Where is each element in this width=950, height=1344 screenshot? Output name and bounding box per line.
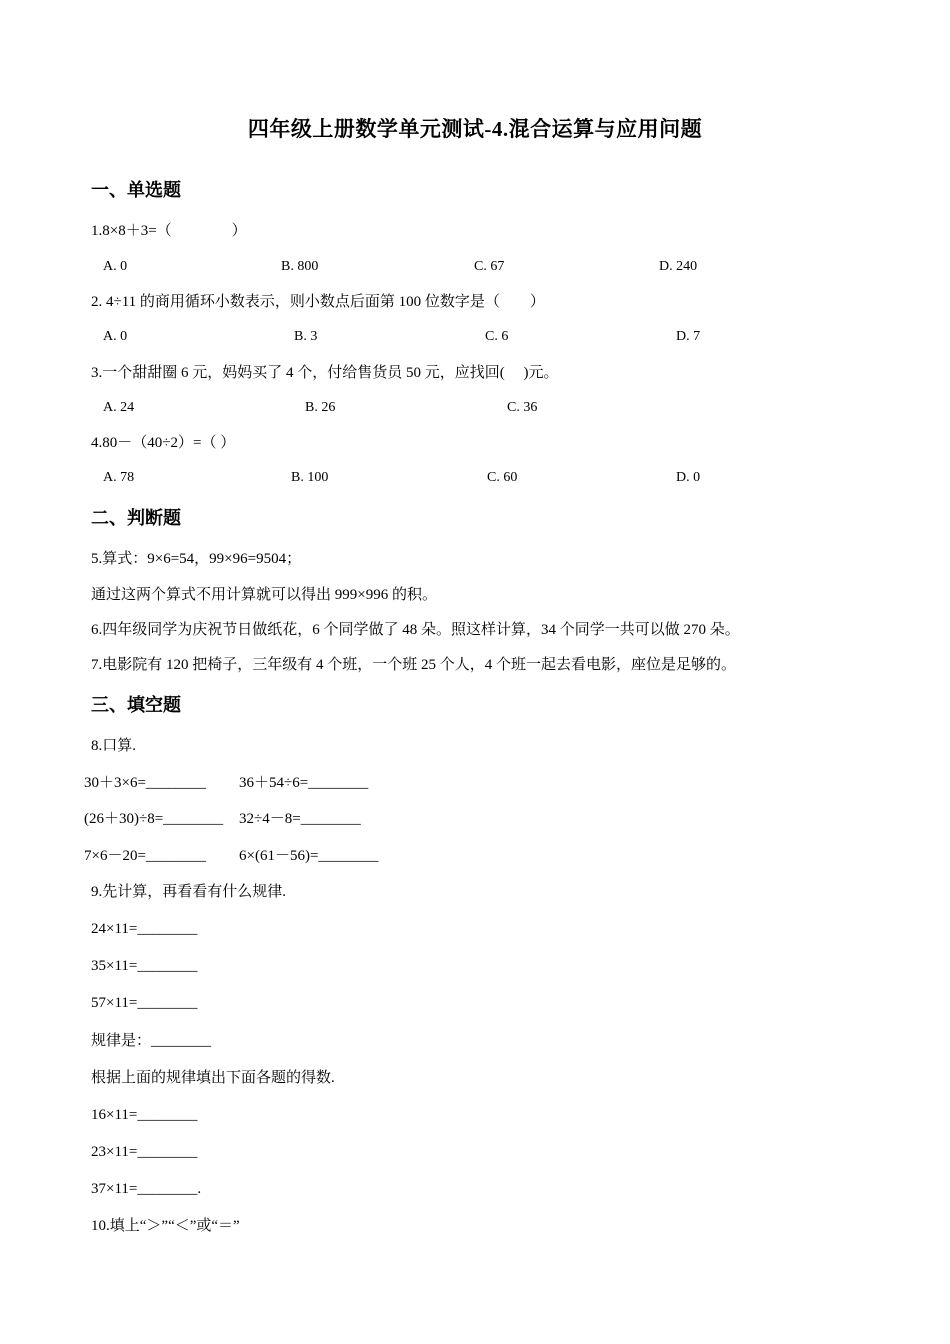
question-3: 3.一个甜甜圈 6 元，妈妈买了 4 个，付给售货员 50 元，应找回( )元。 bbox=[91, 365, 559, 381]
q4-option-b: B. 100 bbox=[291, 470, 329, 485]
question-5-line-2: 通过这两个算式不用计算就可以得出 999×996 的积。 bbox=[91, 587, 437, 603]
q9-line: 35×11=________ bbox=[91, 958, 198, 974]
q9-pattern-line: 规律是：________ bbox=[91, 1033, 212, 1049]
section-heading-true-false: 二、判断题 bbox=[91, 508, 181, 528]
q2-option-d: D. 7 bbox=[676, 329, 701, 344]
q2-option-c: C. 6 bbox=[485, 329, 509, 344]
page-title: 四年级上册数学单元测试-4.混合运算与应用问题 bbox=[247, 117, 703, 141]
q4-option-d: D. 0 bbox=[676, 470, 701, 485]
q3-option-a: A. 24 bbox=[103, 400, 135, 415]
q9-line: 37×11=________. bbox=[91, 1181, 202, 1197]
q8-row-1-right: 36＋54÷6=________ bbox=[239, 775, 369, 791]
q9-line: 24×11=________ bbox=[91, 921, 198, 937]
q9-line: 23×11=________ bbox=[91, 1144, 198, 1160]
question-5-line-1: 5.算式：9×6=54，99×96=9504； bbox=[91, 551, 302, 567]
q1-option-d: D. 240 bbox=[659, 259, 698, 274]
q8-row-1-left: 30＋3×6=________ bbox=[84, 775, 206, 791]
q9-line: 16×11=________ bbox=[91, 1107, 198, 1123]
question-1: 1.8×8＋3=（ ） bbox=[91, 223, 247, 239]
question-2: 2. 4÷11 的商用循环小数表示，则小数点后面第 100 位数字是（ ） bbox=[91, 294, 545, 310]
question-10: 10.填上“＞”“＜”或“＝” bbox=[91, 1218, 240, 1234]
question-9: 9.先计算，再看看有什么规律. bbox=[91, 884, 287, 900]
question-8: 8.口算. bbox=[91, 738, 137, 754]
question-6: 6.四年级同学为庆祝节日做纸花，6 个同学做了 48 朵。照这样计算，34 个同学一共可以做 270 朵。 bbox=[91, 622, 740, 638]
question-4: 4.80－（40÷2）=（ ） bbox=[91, 435, 236, 451]
question-7: 7.电影院有 120 把椅子，三年级有 4 个班，一个班 25 个人，4 个班一起去看电影，座位是足够的。 bbox=[91, 657, 737, 673]
q2-option-b: B. 3 bbox=[294, 329, 318, 344]
q9-instruction: 根据上面的规律填出下面各题的得数. bbox=[91, 1070, 335, 1086]
section-heading-single-choice: 一、单选题 bbox=[91, 180, 181, 200]
q3-option-c: C. 36 bbox=[507, 400, 538, 415]
q9-line: 57×11=________ bbox=[91, 995, 198, 1011]
q3-option-b: B. 26 bbox=[305, 400, 336, 415]
q1-option-b: B. 800 bbox=[281, 259, 319, 274]
q2-option-a: A. 0 bbox=[103, 329, 128, 344]
q8-row-3-left: 7×6－20=________ bbox=[84, 848, 206, 864]
q4-option-a: A. 78 bbox=[103, 470, 135, 485]
q1-option-a: A. 0 bbox=[103, 259, 128, 274]
q1-option-c: C. 67 bbox=[474, 259, 505, 274]
q8-row-2-left: (26＋30)÷8=________ bbox=[84, 811, 224, 827]
q8-row-3-right: 6×(61－56)=________ bbox=[239, 848, 379, 864]
section-heading-fill-in: 三、填空题 bbox=[91, 695, 181, 715]
q8-row-2-right: 32÷4－8=________ bbox=[239, 811, 361, 827]
q4-option-c: C. 60 bbox=[487, 470, 518, 485]
